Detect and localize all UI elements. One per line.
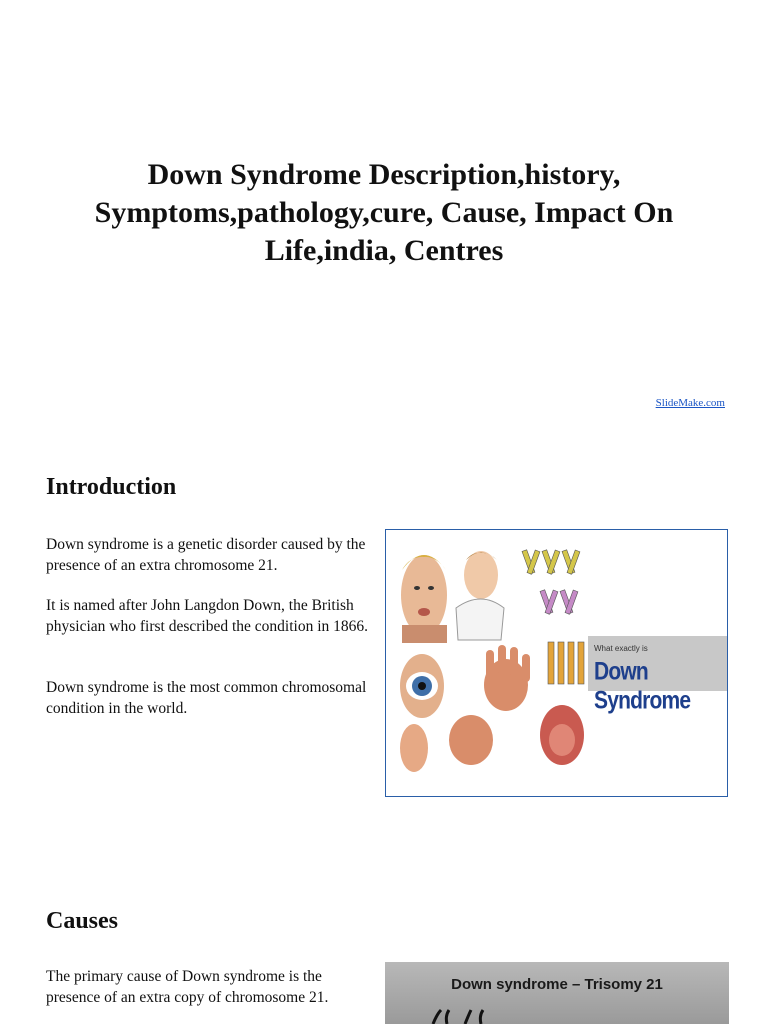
hand-illustration xyxy=(449,645,530,765)
intro-paragraph-3: Down syndrome is the most common chromosomal condition in the world. xyxy=(46,679,367,717)
chromosome-karyotype xyxy=(522,550,584,684)
trisomy-21-figure xyxy=(385,962,729,1024)
baby-illustration xyxy=(456,551,504,640)
page-title: Down Syndrome Description,history, Symptoms,pathology,cure, Cause, Impact On Life,india, Centres xyxy=(94,158,674,267)
trisomy-figure-title: Down syndrome – Trisomy 21 xyxy=(451,976,663,993)
mouth-illustration xyxy=(540,705,584,765)
child-face-illustration xyxy=(401,555,447,643)
figure-banner xyxy=(588,636,728,715)
banner-title: Down Syndrome xyxy=(594,658,691,715)
causes-heading: Causes xyxy=(46,908,119,934)
eye-illustration xyxy=(400,654,444,718)
down-syndrome-illustration xyxy=(385,529,728,797)
causes-paragraph-1: The primary cause of Down syndrome is the presence of an extra copy of chromosome 21. xyxy=(46,968,329,1006)
intro-paragraph-2: It is named after John Langdon Down, the British physician who first described the condition in 1866. xyxy=(46,597,368,635)
ear-illustration xyxy=(400,724,428,772)
banner-caption: What exactly is xyxy=(594,644,648,653)
slidemake-link[interactable]: SlideMake.com xyxy=(655,397,725,409)
intro-paragraph-1: Down syndrome is a genetic disorder caused by the presence of an extra chromosome 21. xyxy=(46,536,366,574)
chromosome-sketch xyxy=(385,962,729,1024)
introduction-heading: Introduction xyxy=(46,474,177,500)
